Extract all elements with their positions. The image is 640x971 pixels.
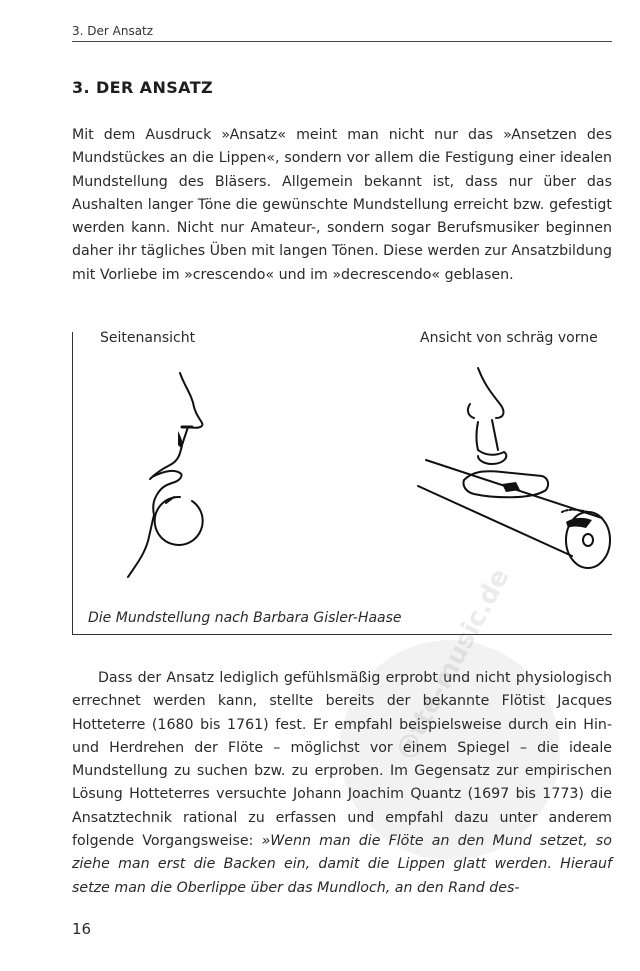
figure-label-side-view: Seitenansicht (100, 330, 196, 346)
figure-bottom-rule (72, 634, 612, 635)
paragraph-2-text: Dass der Ansatz lediglich gefühlsmäßig erprobt und nicht physiologisch errechnet werden kann, stellte bereits der bekannte Flötist Jacques Hotteterre (1680 bis 1761) fest. Er empfahl beispielsweise durch ein Hin- und Herdrehen der Flöte – möglichst vor einem Spiegel – die ideale Mundstellung zu suchen bzw. zu erproben. Im Gegensatz zur empirischen Lösung Hotteterres versuchte Johann Joachim Quantz (1697 bis 1773) die Ansatztechnik rational zu erfassen und empfahl dazu unter anderem folgende Vorgangsweise: (72, 670, 612, 850)
running-head: 3. Der Ansatz (72, 24, 154, 38)
body-paragraph-1: Mit dem Ausdruck »Ansatz« meint man nicht nur das »Ansetzen des Mundstückes an die Lippen«, sondern vor allem die Festigung einer idealen Mundstellung des Bläsers. Allgemein bekannt ist, dass nur über das Aushalten langer Töne die gewünschte Mundstellung erreicht bzw. gefestigt werden kann. Nicht nur Amateur-, sondern sogar Berufsmusiker beginnen daher ihr tägliches Üben mit langen Tönen. Diese werden zur Ansatzbildung mit Vorliebe im »crescendo« und im »decrescendo« geblasen. (72, 127, 612, 283)
page-number: 16 (72, 920, 92, 938)
watermark-text: @tte-music.de (390, 563, 516, 765)
body-paragraph-2 (72, 667, 612, 900)
chapter-title: 3. DER ANSATZ (72, 78, 214, 97)
figure-left-rule (72, 332, 73, 634)
front-view-drawing (412, 360, 612, 580)
figure-caption: Die Mundstellung nach Barbara Gisler-Haase (88, 610, 402, 626)
figure-label-front-view: Ansicht von schräg vorne (420, 330, 598, 346)
header-rule (72, 41, 612, 42)
figure (72, 320, 612, 636)
side-view-drawing (122, 365, 242, 595)
quantz-quote: »Wenn man die Flöte an den Mund setzet, so ziehe man erst die Backen ein, damit die Lippen glatt werden. Hierauf setze man die Oberlippe über das Mundloch, an den Rand des- (72, 833, 612, 896)
